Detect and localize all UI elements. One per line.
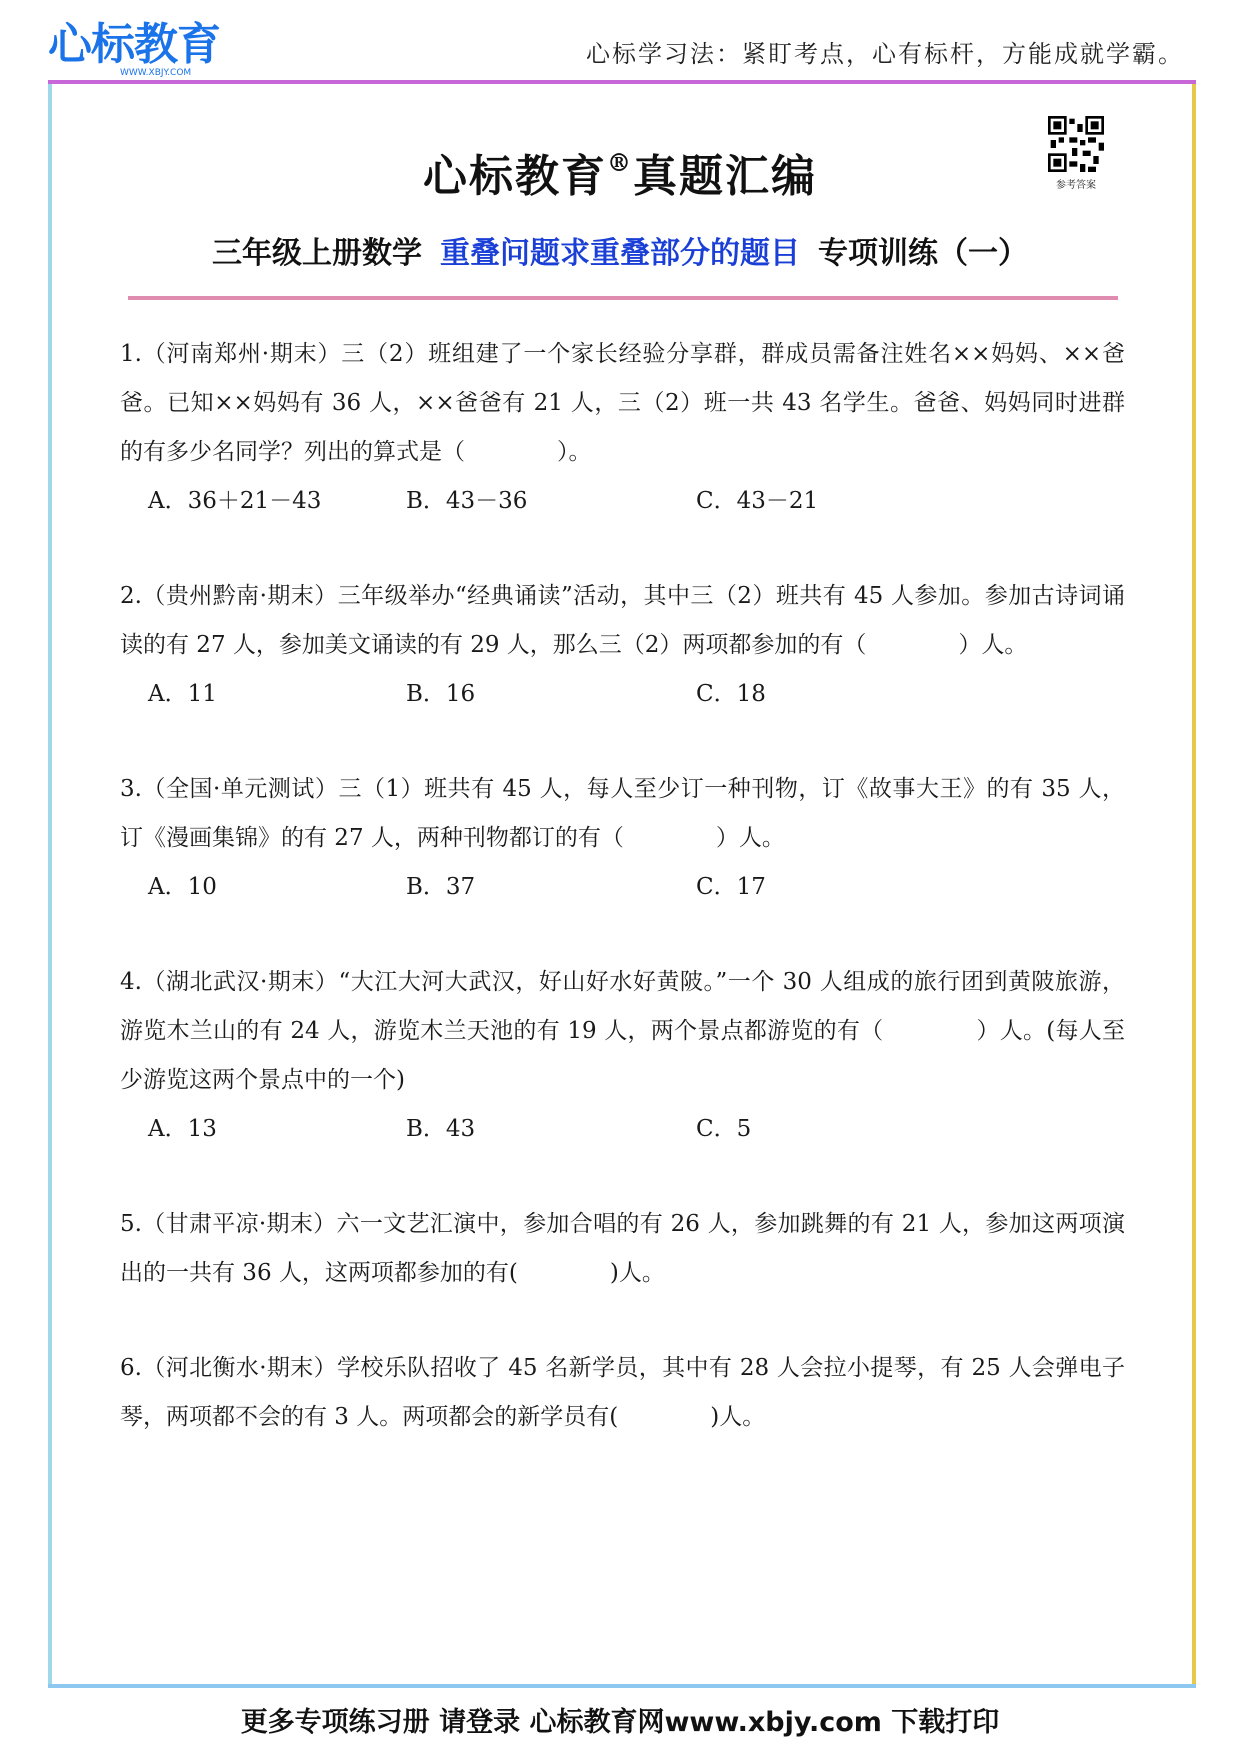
question-1 — [120, 330, 1125, 526]
option-b[interactable]: B．43－36 — [406, 488, 528, 514]
question-text: 5.（甘肃平凉·期末）六一文艺汇演中，参加合唱的有 26 人，参加跳舞的有 21 人，参加这两项演出的一共有 36 人，这两项都参加的有( )人。 — [120, 1211, 1125, 1286]
question-2 — [120, 572, 1125, 719]
question-text: 1.（河南郑州·期末）三（2）班组建了一个家长经验分享群，群成员需备注姓名××妈妈、××爸爸。已知××妈妈有 36 人，××爸爸有 21 人，三（2）班一共 43 名学生。爸爸、妈妈同时进群的有多少名同学？列出的算式是（ ）。 — [120, 341, 1125, 465]
question-options — [120, 477, 1125, 526]
title-rest: 真题汇编 — [633, 151, 817, 202]
top-border — [48, 80, 1196, 84]
question-options — [120, 670, 1125, 719]
subtitle-topic: 重叠问题求重叠部分的题目 — [440, 236, 800, 271]
question-text: 4.（湖北武汉·期末）“大江大河大武汉，好山好水好黄陂。”一个 30 人组成的旅行团到黄陂旅游，游览木兰山的有 24 人，游览木兰天池的有 19 人，两个景点都游览的有（ ）人。(每人至少游览这两个景点中的一个) — [120, 969, 1125, 1093]
option-c[interactable]: C．17 — [696, 874, 766, 900]
option-c[interactable]: C．5 — [696, 1116, 752, 1142]
brand-logo — [48, 18, 220, 80]
bottom-border — [48, 1684, 1196, 1688]
question-5 — [120, 1200, 1125, 1298]
title-main: 心标教育 — [423, 151, 607, 202]
page-title — [0, 140, 1240, 204]
page-subtitle — [0, 228, 1240, 272]
left-border — [48, 84, 52, 1684]
logo-url: WWW.XBJY.COM — [120, 68, 192, 78]
registered-mark: ® — [607, 148, 633, 177]
option-a[interactable]: A．13 — [148, 1116, 217, 1142]
subtitle-prefix: 三年级上册数学 — [212, 236, 422, 271]
right-border — [1192, 84, 1196, 1684]
option-b[interactable]: B．16 — [406, 681, 476, 707]
question-options — [120, 863, 1125, 912]
question-text: 3.（全国·单元测试）三（1）班共有 45 人，每人至少订一种刊物，订《故事大王》的有 35 人，订《漫画集锦》的有 27 人，两种刊物都订的有（ ）人。 — [120, 776, 1125, 851]
footer-promo[interactable]: 更多专项练习册 请登录 心标教育网www.xbjy.com 下载打印 — [240, 1707, 1000, 1738]
subtitle-suffix: 专项训练（一） — [818, 236, 1028, 271]
question-text: 6.（河北衡水·期末）学校乐队招收了 45 名新学员，其中有 28 人会拉小提琴，有 25 人会弹电子琴，两项都不会的有 3 人。两项都会的新学员有( )人。 — [120, 1355, 1125, 1430]
question-text: 2.（贵州黔南·期末）三年级举办“经典诵读”活动，其中三（2）班共有 45 人参加。参加古诗词诵读的有 27 人，参加美文诵读的有 29 人，那么三（2）两项都参加的有（ ）人。 — [120, 583, 1125, 658]
header-motto: 心标学习法：紧盯考点，心有标杆，方能成就学霸。 — [586, 40, 1184, 68]
option-a[interactable]: A．36＋21－43 — [148, 488, 322, 514]
question-options — [120, 1105, 1125, 1154]
option-c[interactable]: C．43－21 — [696, 488, 819, 514]
question-6 — [120, 1344, 1125, 1442]
option-a[interactable]: A．11 — [148, 681, 217, 707]
question-4 — [120, 958, 1125, 1154]
subtitle-divider — [128, 296, 1118, 300]
question-3 — [120, 765, 1125, 912]
logo-text: 心标教育 — [48, 19, 220, 70]
question-list — [120, 330, 1125, 1488]
option-b[interactable]: B．37 — [406, 874, 476, 900]
option-c[interactable]: C．18 — [696, 681, 766, 707]
option-b[interactable]: B．43 — [406, 1116, 476, 1142]
qr-caption: 参考答案 — [1056, 180, 1096, 191]
option-a[interactable]: A．10 — [148, 874, 217, 900]
